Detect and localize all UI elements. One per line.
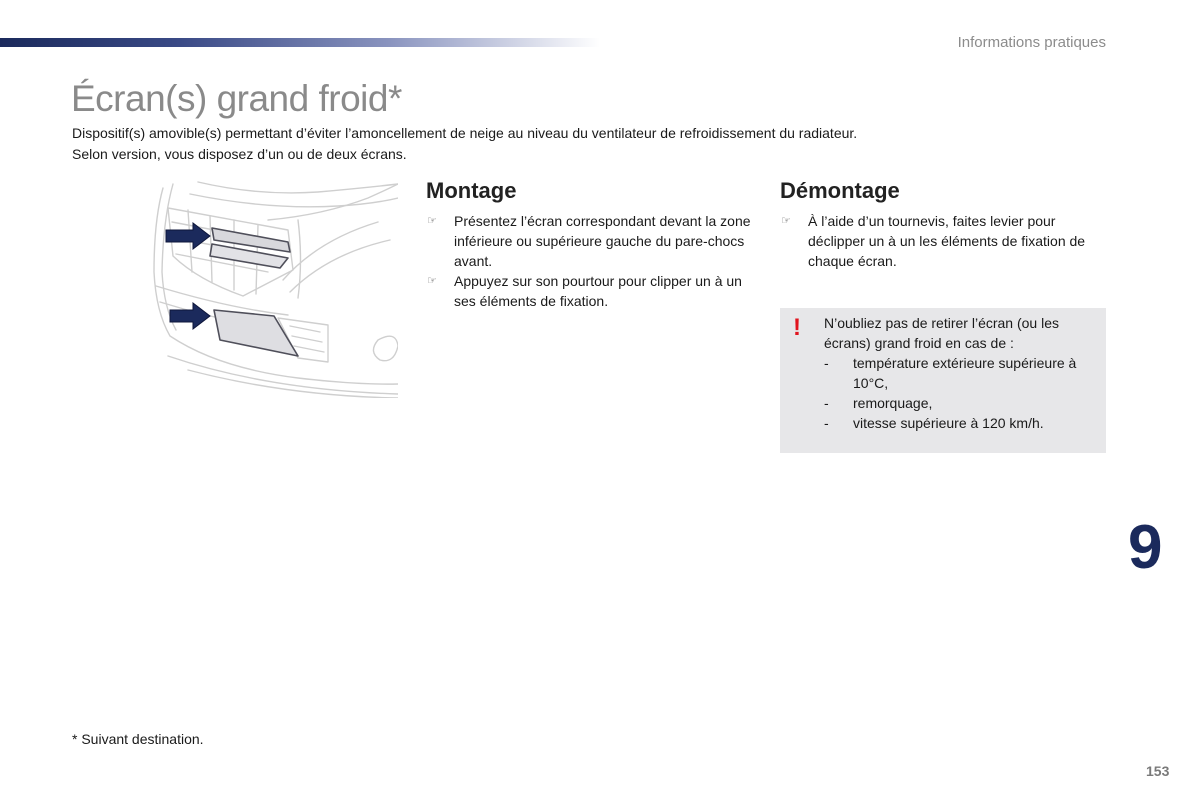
intro-line: Dispositif(s) amovible(s) permettant d’éviter l’amoncellement de neige au niveau du ventilateur de refroidissement du radiateur. bbox=[72, 125, 858, 141]
pointing-hand-icon: ☞ bbox=[427, 215, 437, 227]
bullet-text: Appuyez sur son pourtour pour clipper un à un ses éléments de fixation. bbox=[454, 273, 742, 309]
bullet-text: Présentez l’écran correspondant devant la zone inférieure ou supérieure gauche du pare-chocs avant. bbox=[454, 213, 751, 269]
dash-marker: - bbox=[824, 395, 829, 411]
dash-marker: - bbox=[824, 415, 829, 431]
intro-line: Selon version, vous disposez d’un ou de deux écrans. bbox=[72, 146, 407, 162]
intro-text bbox=[72, 123, 857, 165]
page-title: Écran(s) grand froid* bbox=[71, 78, 402, 119]
header-gradient-bar bbox=[0, 38, 600, 47]
pointing-hand-icon: ☞ bbox=[427, 275, 437, 287]
warning-list bbox=[824, 353, 1094, 433]
list-item bbox=[780, 211, 1110, 271]
montage-section bbox=[426, 178, 756, 311]
warning-item: température extérieure supérieure à 10°C, bbox=[853, 355, 1077, 391]
list-item bbox=[824, 353, 1094, 393]
montage-heading: Montage bbox=[426, 178, 517, 203]
footnote: * Suivant destination. bbox=[72, 731, 204, 747]
dash-marker: - bbox=[824, 355, 829, 371]
list-item bbox=[426, 211, 756, 271]
section-label: Informations pratiques bbox=[957, 34, 1106, 51]
demontage-bullets bbox=[780, 211, 1110, 271]
warning-intro: N’oubliez pas de retirer l’écran (ou les écrans) grand froid en cas de : bbox=[824, 315, 1059, 351]
demontage-section bbox=[780, 178, 1110, 271]
warning-item: remorquage, bbox=[853, 395, 933, 411]
warning-box bbox=[780, 308, 1106, 453]
list-item bbox=[824, 393, 1094, 413]
chapter-number: 9 bbox=[1128, 513, 1163, 582]
page-number: 153 bbox=[1146, 763, 1170, 779]
bumper-illustration bbox=[148, 180, 398, 398]
list-item bbox=[426, 271, 756, 311]
montage-bullets bbox=[426, 211, 756, 311]
pointing-hand-icon: ☞ bbox=[781, 215, 791, 227]
bullet-text: À l’aide d’un tournevis, faites levier pour déclipper un à un les éléments de fixation de chaque écran. bbox=[808, 213, 1086, 269]
exclamation-icon: ! bbox=[793, 314, 801, 341]
warning-text bbox=[824, 313, 1094, 433]
list-item bbox=[824, 413, 1094, 433]
demontage-heading: Démontage bbox=[780, 178, 900, 203]
warning-item: vitesse supérieure à 120 km/h. bbox=[853, 415, 1044, 431]
